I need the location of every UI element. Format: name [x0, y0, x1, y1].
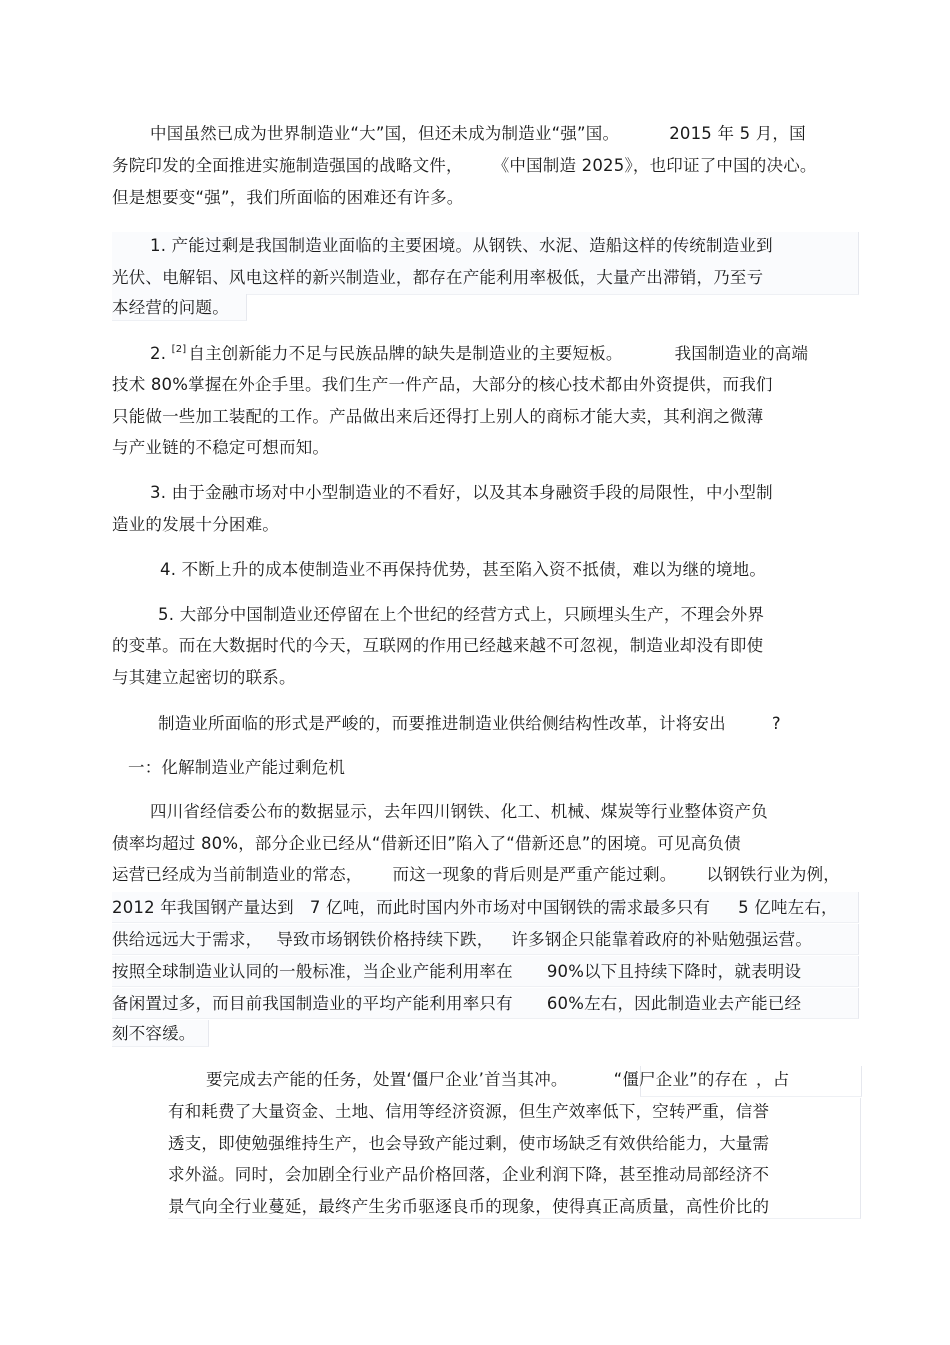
section-heading: 一：化解制造业产能过剩危机: [128, 758, 346, 777]
s1p1-text: 备闲置过多，而目前我国制造业的平均产能利用率只有: [112, 994, 513, 1013]
intro-text: 务院印发的全面推进实施制造强国的战略文件，: [112, 156, 463, 175]
footnote-ref: [2]: [171, 344, 187, 355]
s1p2-text: “僵尸企业”的存在: [613, 1070, 748, 1089]
s1p1-line-7: [112, 992, 801, 1016]
item5-line-1: 5. 大部分中国制造业还停留在上个世纪的经营方式上，只顾埋头生产，不理会外界: [158, 605, 765, 624]
intro-line-2: [112, 154, 817, 178]
item5-line-3: 与其建立起密切的联系。: [112, 668, 296, 687]
item4-line-1: 4. 不断上升的成本使制造业不再保持优势，甚至陷入资不抵债，难以为继的境地。: [160, 560, 767, 579]
intro-text: 中国虽然已成为世界制造业“大”国，但还未成为制造业“强”国。: [150, 124, 620, 143]
intro-line-1: [150, 122, 806, 146]
s1p1-line-2: 债率均超过 80%，部分企业已经从“借新还旧”陷入了“借新还息”的困境。可见高负债: [112, 834, 741, 853]
s1p1-text: 2012 年我国钢产量达到: [112, 898, 294, 917]
item2-text: 我国制造业的高端: [674, 344, 809, 363]
s1p1-text: 5 亿吨左右，: [738, 898, 838, 917]
s1p1-text: 7 亿吨，而此时国内外市场对中国钢铁的需求最多只有: [309, 898, 711, 917]
intro-line-3: 但是想要变“强”，我们所面临的困难还有许多。: [112, 188, 464, 207]
s1p2-line-3: 透支，即使勉强维持生产，也会导致产能过剩，使市场缺乏有效供给能力，大量需: [168, 1134, 770, 1153]
s1p2-line-5: 景气向全行业蔓延，最终产生劣币驱逐良币的现象，使得真正高质量，高性价比的: [168, 1197, 770, 1216]
item3-line-2: 造业的发展十分困难。: [112, 515, 279, 534]
question-text: 制造业所面临的形式是严峻的，而要推进制造业供给侧结构性改革，计将安出: [158, 714, 726, 733]
item2-line-1: [150, 342, 808, 369]
s1p1-text: 而这一现象的背后则是严重产能过剩。: [392, 865, 677, 884]
item2-text: 自主创新能力不足与民族品牌的缺失是制造业的主要短板。: [188, 344, 623, 363]
s1p1-line-1: 四川省经信委公布的数据显示，去年四川钢铁、化工、机械、煤炭等行业整体资产负: [150, 802, 768, 821]
item2-line-3: 只能做一些加工装配的工作。产品做出来后还得打上别人的商标才能大卖，其利润之微薄: [112, 407, 764, 426]
s1p2-text: 要完成去产能的任务，处置‘僵尸企业’首当其冲。: [206, 1070, 568, 1089]
s1p1-line-3: [112, 863, 840, 887]
item2-line-2: 技术 80%掌握在外企手里。我们生产一件产品，大部分的核心技术都由外资提供，而我们: [112, 375, 773, 394]
s1p1-text: 供给远远大于需求，: [112, 930, 263, 949]
intro-text: 《中国制造 2025》，也印证了中国的决心。: [492, 156, 817, 175]
s1p1-text: 运营已经成为当前制造业的常态，: [112, 865, 363, 884]
intro-date: 2015 年 5 月，国: [669, 124, 806, 143]
s1p1-line-8: 刻不容缓。: [112, 1024, 196, 1043]
question-mark: ?: [771, 714, 781, 733]
item1-line-2: 光伏、电解铝、风电这样的新兴制造业，都存在产能利用率极低，大量产出滞销，乃至亏: [112, 268, 764, 287]
s1p2-line-4: 求外溢。同时，会加剧全行业产品价格回落，企业利润下降，甚至推动局部经济不: [168, 1165, 770, 1184]
item5-line-2: 的变革。而在大数据时代的今天，互联网的作用已经越来越不可忽视，制造业却没有即使: [112, 636, 764, 655]
item2-line-4: 与产业链的不稳定可想而知。: [112, 438, 330, 457]
s1p1-text: 以钢铁行业为例，: [706, 865, 841, 884]
item3-line-1: 3. 由于金融市场对中小型制造业的不看好，以及其本身融资手段的局限性，中小型制: [150, 483, 773, 502]
s1p2-line-1: [206, 1068, 789, 1092]
item1-line-3: 本经营的问题。: [112, 298, 229, 317]
s1p1-text: 导致市场钢铁价格持续下跌，: [276, 930, 494, 949]
s1p1-text: 60%左右，因此制造业去产能已经: [546, 994, 802, 1013]
s1p1-text: 90%以下且持续下降时，就表明设: [546, 962, 802, 981]
question-line: [158, 712, 781, 736]
s1p1-line-6: [112, 960, 801, 984]
item2-number: 2.: [150, 344, 167, 363]
s1p1-line-5: [112, 928, 812, 952]
s1p1-text: 按照全球制造业认同的一般标准，当企业产能利用率在: [112, 962, 513, 981]
item1-line-1: 1. 产能过剩是我国制造业面临的主要困境。从钢铁、水泥、造船这样的传统制造业到: [150, 236, 773, 255]
s1p2-text: ，占: [756, 1070, 790, 1089]
s1p1-text: 许多钢企只能靠着政府的补贴勉强运营。: [511, 930, 813, 949]
s1p2-line-2: 有和耗费了大量资金、土地、信用等经济资源，但生产效率低下，空转严重，信誉: [168, 1102, 770, 1121]
s1p1-line-4: [112, 896, 838, 920]
